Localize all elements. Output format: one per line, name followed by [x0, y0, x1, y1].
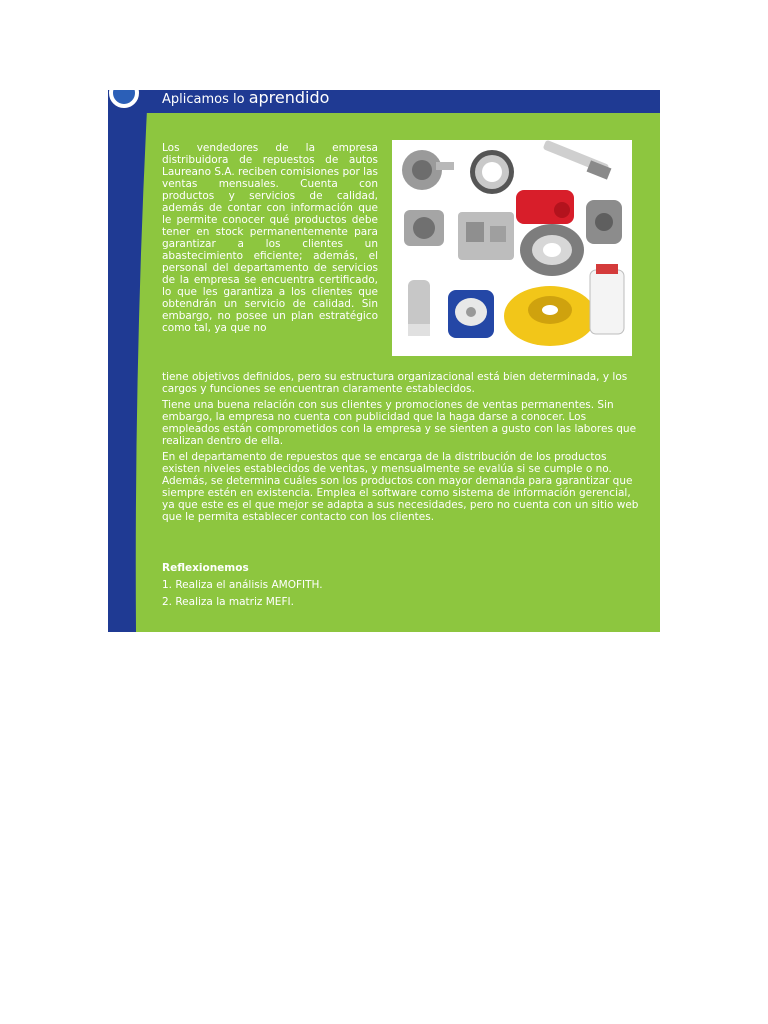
brake-caliper-icon	[516, 190, 574, 224]
grey-caliper-icon	[586, 200, 622, 244]
logo-icon	[109, 90, 139, 108]
page-title	[162, 90, 329, 108]
list-item: 2. Realiza la matriz MEFI.	[162, 596, 294, 608]
title-prefix: Aplicamos lo	[162, 92, 245, 107]
paragraph: Tiene una buena relación con sus clientes y promociones de ventas permanentes. Sin embargo, la empresa no cuenta con publicidad que la haga darse a conocer. Los empleados están comprometidos con la empresa y se sienten a gusto con las labores que realizan dentro de ella.	[162, 399, 637, 447]
reflection-list	[162, 577, 323, 611]
spark-plug-icon	[543, 140, 612, 180]
list-item: 1. Realiza el análisis AMOFITH.	[162, 579, 323, 591]
paragraph: tiene objetivos definidos, pero su estructura organizacional está bien determinada, y los cargos y funciones se encuentran claramente establecidos.	[162, 371, 628, 395]
title-emphasis: aprendido	[248, 90, 330, 107]
bearing-icon	[470, 150, 514, 194]
oil-filter-icon	[448, 290, 494, 338]
body-text	[162, 371, 639, 527]
reflection-heading: Reflexionemos	[162, 562, 249, 574]
carburetor-icon	[458, 212, 514, 260]
auto-parts-illustration	[392, 140, 632, 356]
fuel-pump-icon	[408, 280, 430, 336]
water-pump-icon	[402, 150, 454, 190]
paragraph: En el departamento de repuestos que se encarga de la distribución de los productos existen niveles establecidos de ventas, y mensualmente se evalúa si se cumple o no. Además, se determina cuáles son los productos con mayor demanda para garantizar que siempre estén en existencia. Emplea el software como sistema de información gerencial, ya que este es el que mejor se adapta a sus necesidades, pero no cuenta con un sitio web que le permita establecer contacto con los clientes.	[162, 451, 639, 523]
brake-drum-icon	[504, 286, 596, 346]
fuel-module-icon	[590, 264, 624, 334]
slide-panel	[108, 90, 660, 632]
throttle-body-icon	[404, 210, 444, 246]
auto-parts-photo	[392, 140, 632, 356]
intro-paragraph: Los vendedores de la empresa distribuidora de repuestos de autos Laureano S.A. reciben comisiones por las ventas mensuales. Cuenta con productos y servicios de calidad, además de contar con información que le permite conocer qué productos debe tener en stock permanentemente para garantizar a los clientes un abastecimiento eficiente; además, el personal del departamento de servicios de la empresa se encuentra certificado, lo que les garantiza a los clientes que obtendrán un servicio de calidad. Sin embargo, no posee un plan estratégico como tal, ya que no	[162, 142, 379, 334]
roller-bearing-icon	[520, 224, 584, 276]
header-bar	[108, 90, 660, 113]
